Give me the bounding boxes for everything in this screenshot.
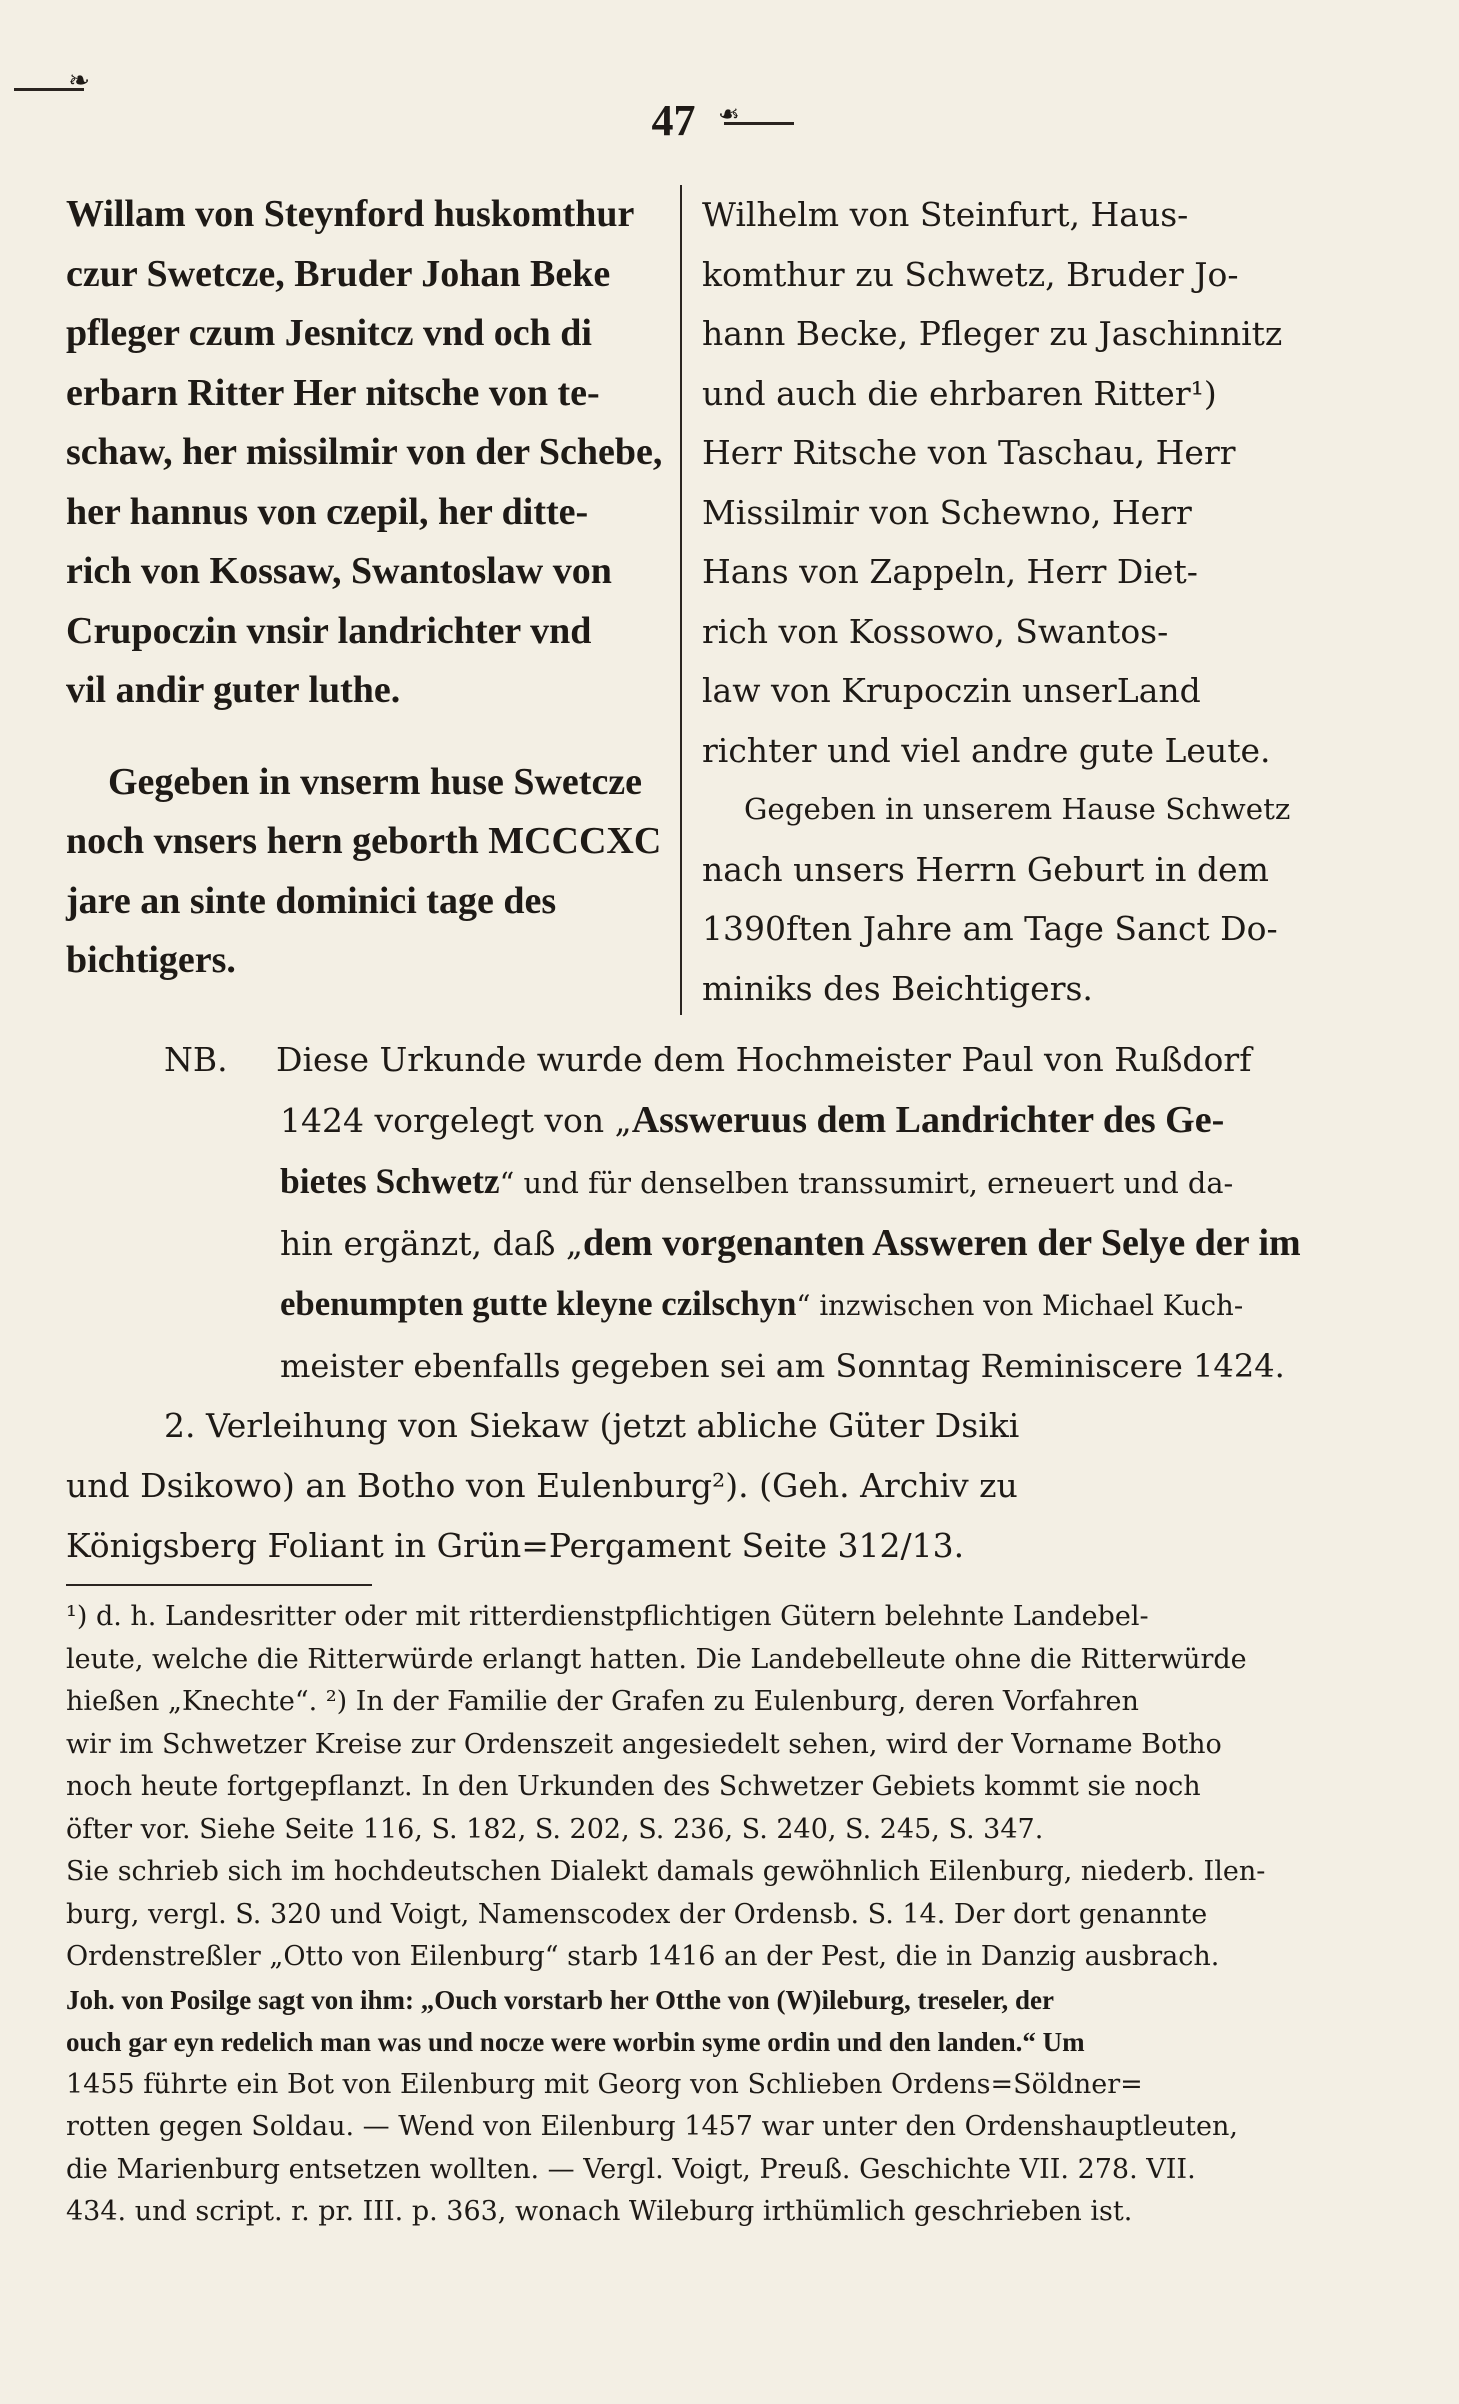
footnote-line: 1455 führte ein Bot von Eilenburg mit Georg von Schlieben Ordens=Söldner= [66, 2068, 1143, 2100]
footnote-line: 434. und script. r. pr. III. p. 363, wonach Wileburg irthümlich geschrieben ist. [66, 2196, 1133, 2227]
footnote-line: wir im Schwetzer Kreise zur Ordenszeit angesiedelt sehen, wird der Vorname Botho [66, 1728, 1222, 1760]
two-column-text [66, 185, 1306, 1025]
original-line: pfleger czum Jesnitcz vnd och di [66, 312, 592, 354]
translation-line: rich von Kossowo, Swantos- [702, 611, 1169, 651]
footnote-line: noch heute fortgepflanzt. In den Urkunden des Schwetzer Gebiets kommt sie noch [66, 1771, 1201, 1802]
footnote-line: ¹) d. h. Landesritter oder mit ritterdienstpflichtigen Gütern belehnte Landebel- [66, 1601, 1149, 1632]
translation-line: richter und viel andre gute Leute. [702, 730, 1271, 770]
footnote-line: rotten gegen Soldau. — Wend von Eilenburg 1457 war unter den Ordenshauptleuten, [66, 2111, 1238, 2142]
footnotes [66, 1596, 1306, 2234]
translation-dated-line: 1390ften Jahre am Tage Sanct Do- [702, 909, 1278, 948]
item-2-line: Königsberg Foliant in Grün=Pergament Seite 312/13. [66, 1526, 965, 1565]
note-line: NB. Diese Urkunde wurde dem Hochmeister Paul von Rußdorf [66, 1030, 1306, 1090]
translation-line: Hans von Zappeln, Herr Diet- [702, 552, 1198, 591]
original-line: schaw, her missilmir von der Schebe, [66, 431, 663, 473]
original-line: erbarn Ritter Her nitsche von te- [66, 371, 600, 414]
translation-column [702, 185, 1302, 1018]
translation-dated-line: Gegeben in unserem Hause Schwetz [744, 792, 1291, 826]
translation-line: hann Becke, Pfleger zu Jaschinnitz [702, 314, 1283, 353]
original-line: vil andir guter luthe. [66, 669, 401, 711]
footnote-line: hießen „Knechte“. ²) In der Familie der Grafen zu Eulenburg, deren Vorfahren [66, 1686, 1139, 1717]
original-text-column [66, 185, 666, 991]
page-header [0, 88, 1459, 151]
original-line: Willam von Steynford huskomthur [66, 193, 635, 235]
original-line: czur Swetcze, Bruder Johan Beke [66, 252, 611, 295]
item-2-line: und Dsikowo) an Botho von Eulenburg²). (Geh. Archiv zu [66, 1466, 1018, 1505]
translation-dated-line: nach unsers Herrn Geburt in dem [702, 849, 1269, 889]
translation-line: law von Krupoczin unserLand [702, 671, 1201, 710]
column-divider [680, 185, 682, 1015]
ornament-left-icon [14, 88, 84, 91]
footnote-line: ouch gar eyn redelich man was und nocze were worbin syme ordin und den landen.“ Um [66, 2027, 1085, 2057]
note-line: meister ebenfalls gegeben sei am Sonntag Reminiscere 1424. [280, 1347, 1285, 1385]
original-line: her hannus von czepil, her ditte- [66, 490, 589, 533]
note-line: 1424 vorgelegt von „Assweruus dem Landrichter des Ge- [280, 1099, 1225, 1141]
note-label: NB. [164, 1040, 228, 1079]
translation-line: und auch die ehrbaren Ritter¹) [702, 373, 1217, 413]
original-dated-line: Gegeben in vnserm huse Swetcze [108, 760, 643, 803]
original-dated-line: bichtigers. [66, 939, 236, 981]
note-line: hin ergänzt, daß „dem vorgenanten Assweren der Selye der im [280, 1222, 1301, 1264]
footnote-line: Ordenstreßler „Otto von Eilenburg“ starb 1416 an der Pest, die in Danzig ausbrach. [66, 1941, 1220, 1972]
footnote-line: die Marienburg entsetzen wollten. — Vergl. Voigt, Preuß. Geschichte VII. 278. VII. [66, 2153, 1196, 2185]
original-dated-line: noch vnsers hern geborth MCCCXC [66, 820, 662, 862]
original-line: rich von Kossaw, Swantoslaw von [66, 550, 612, 592]
footnote-line: Joh. von Posilge sagt von ihm: „Ouch vorstarb her Otthe von (W)ileburg, treseler, der [66, 1984, 1054, 2015]
item-2-line: 2. Verleihung von Siekaw (jetzt abliche Güter Dsiki [164, 1406, 1020, 1445]
translation-dated-line: miniks des Beichtigers. [702, 968, 1093, 1008]
original-dated-line: jare an sinte dominici tage des [66, 879, 557, 922]
note-line: ebenumpten gutte kleyne czilschyn“ inzwischen von Michael Kuch- [280, 1284, 1244, 1323]
translation-line: Missilmir von Schewno, Herr [702, 492, 1192, 532]
footnote-rule [66, 1584, 372, 1586]
page-number: 47 [651, 96, 696, 145]
footnote-line: leute, welche die Ritterwürde erlangt hatten. Die Landebelleute ohne die Ritterwürde [66, 1643, 1247, 1675]
nb-note [66, 1030, 1306, 1576]
footnote-line: öfter vor. Siehe Seite 116, S. 182, S. 202, S. 236, S. 240, S. 245, S. 347. [66, 1813, 1044, 1845]
ornament-right-icon [724, 122, 794, 125]
translation-line: Herr Ritsche von Taschau, Herr [702, 433, 1236, 472]
note-line: bietes Schwetz“ und für denselben transsumirt, erneuert und da- [280, 1161, 1234, 1201]
footnote-line: Sie schrieb sich im hochdeutschen Dialekt damals gewöhnlich Eilenburg, niederb. Ilen- [66, 1856, 1266, 1887]
translation-line: komthur zu Schwetz, Bruder Jo- [702, 254, 1239, 294]
translation-line: Wilhelm von Steinfurt, Haus- [702, 195, 1189, 234]
footnote-line: burg, vergl. S. 320 und Voigt, Namenscodex der Ordensb. S. 14. Der dort genannte [66, 1898, 1208, 1930]
original-line: Crupoczin vnsir landrichter vnd [66, 609, 592, 652]
